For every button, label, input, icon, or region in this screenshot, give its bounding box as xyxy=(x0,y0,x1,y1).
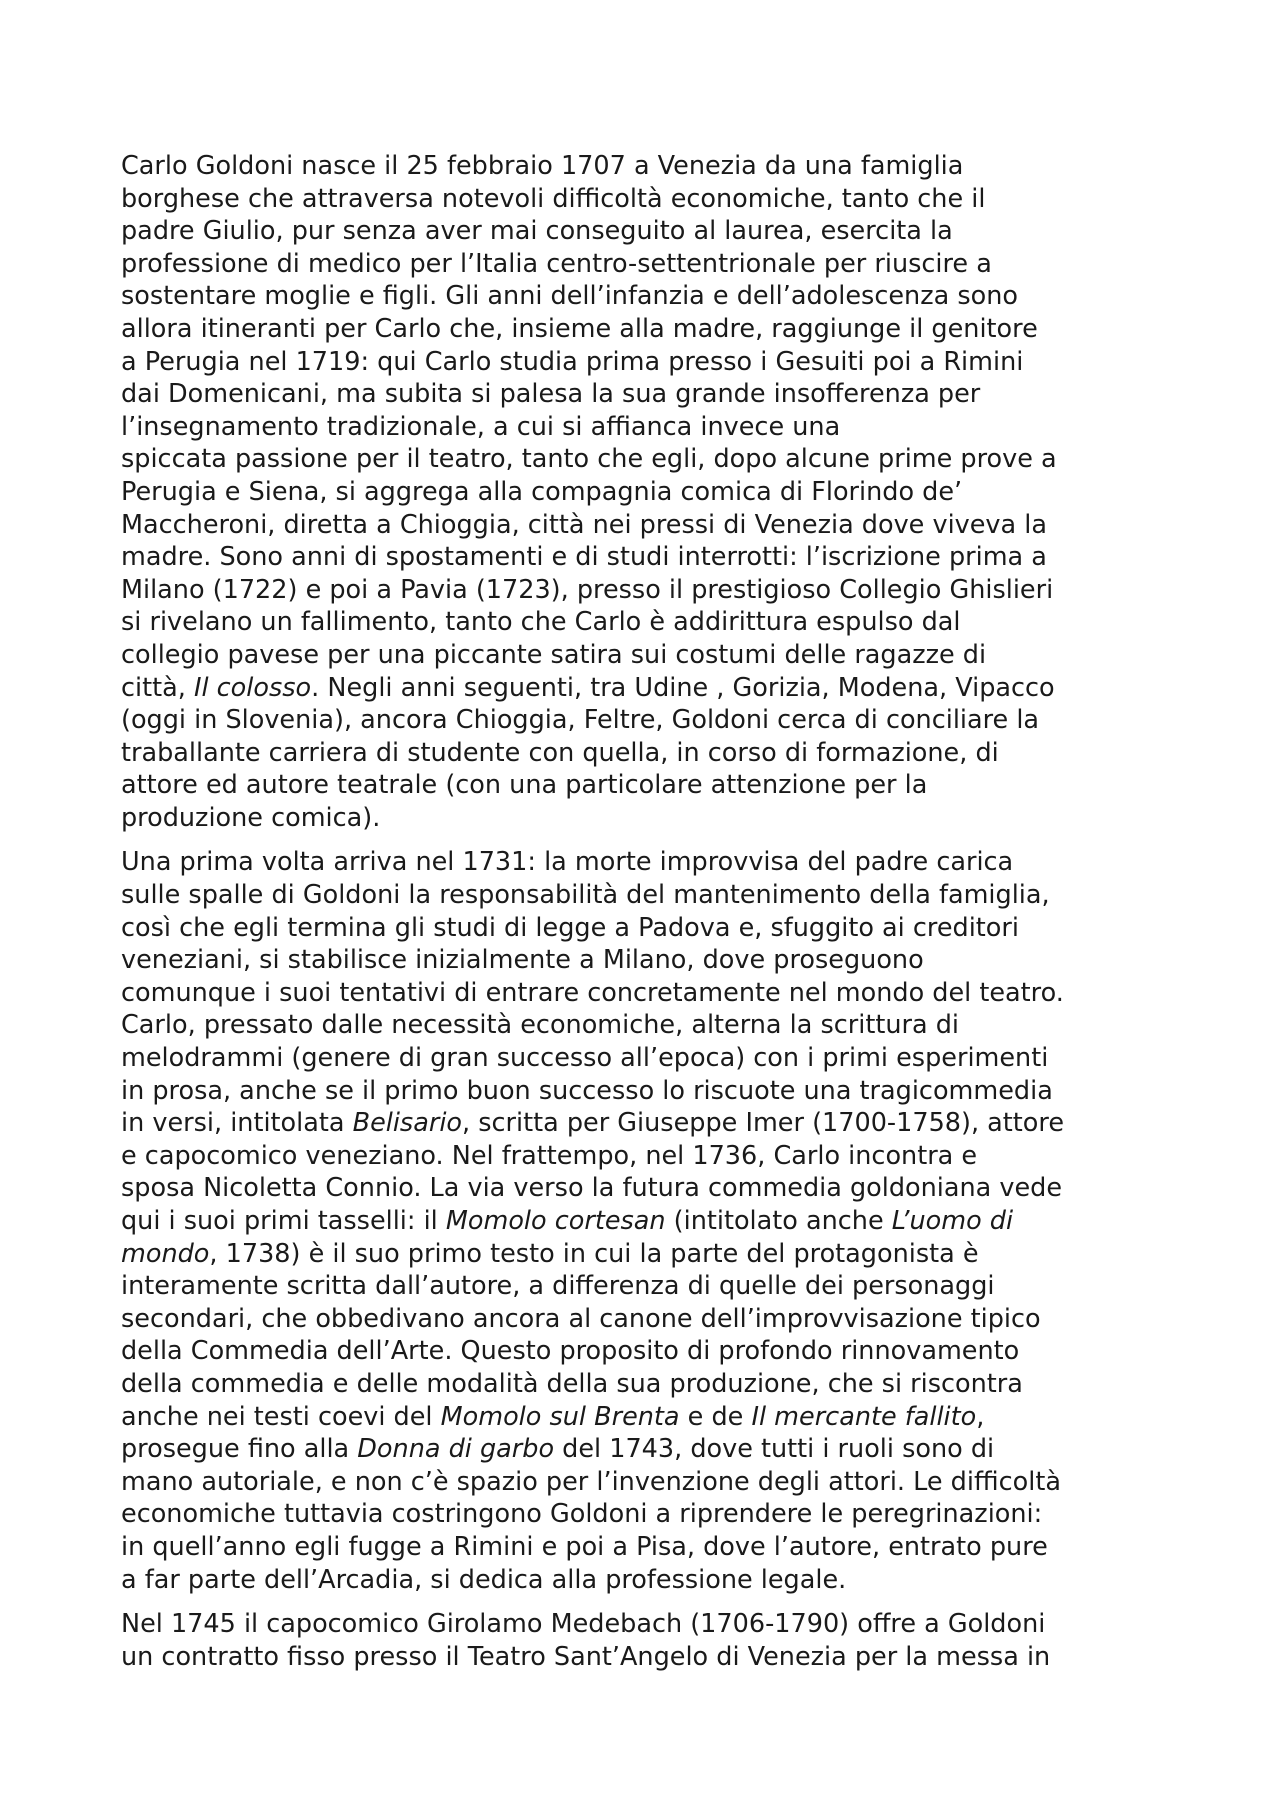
text-line xyxy=(121,879,1166,912)
text-line xyxy=(121,606,1166,639)
text-segment: madre. Sono anni di spostamenti e di studi interrotti: l’iscrizione prima a xyxy=(121,542,1047,573)
text-segment: sostentare moglie e figli. Gli anni dell’infanzia e dell’adolescenza sono xyxy=(121,281,1018,312)
text-segment: città, xyxy=(121,672,194,703)
text-segment: e de xyxy=(679,1401,752,1432)
text-line xyxy=(121,509,1166,542)
text-segment: spiccata passione per il teatro, tanto che egli, dopo alcune prime prove a xyxy=(121,444,1057,475)
text-line xyxy=(121,1270,1166,1303)
text-segment: collegio pavese per una piccante satira sui costumi delle ragazze di xyxy=(121,639,987,670)
text-segment: Perugia e Siena, si aggrega alla compagnia comica di Florindo de’ xyxy=(121,476,963,507)
text-line xyxy=(121,1303,1166,1336)
text-line xyxy=(121,1433,1166,1466)
text-line xyxy=(121,977,1166,1010)
text-segment: Maccheroni, diretta a Chioggia, città nei pressi di Venezia dove viveva la xyxy=(121,509,1047,540)
text-line xyxy=(121,1238,1166,1271)
italic-title: L’uomo di xyxy=(891,1206,1014,1236)
text-segment: comunque i suoi tentativi di entrare concretamente nel mondo del teatro. xyxy=(121,977,1064,1008)
text-segment: produzione comica). xyxy=(121,802,381,833)
text-line xyxy=(121,1172,1166,1205)
text-segment: della commedia e delle modalità della sua produzione, che si riscontra xyxy=(121,1368,1023,1399)
text-line xyxy=(121,1042,1166,1075)
text-line xyxy=(121,1531,1166,1564)
text-line xyxy=(121,313,1166,346)
text-line xyxy=(121,1498,1166,1531)
text-segment: , scritta per Giuseppe Imer (1700-1758), attore xyxy=(462,1108,1065,1139)
italic-title: Momolo cortesan xyxy=(445,1206,666,1236)
text-line xyxy=(121,346,1166,379)
text-segment: traballante carriera di studente con quella, in corso di formazione, di xyxy=(121,737,999,768)
text-segment: sposa Nicoletta Connio. La via verso la futura commedia goldoniana vede xyxy=(121,1173,1063,1204)
paragraph xyxy=(121,1608,1166,1673)
text-line xyxy=(121,378,1166,411)
text-line xyxy=(121,1641,1166,1674)
text-segment: un contratto fisso presso il Teatro Sant’Angelo di Venezia per la messa in xyxy=(121,1641,1051,1672)
text-line xyxy=(121,476,1166,509)
text-segment: Carlo, pressato dalle necessità economiche, alterna la scrittura di xyxy=(121,1010,959,1041)
text-segment: mano autoriale, e non c’è spazio per l’invenzione degli attori. Le difficoltà xyxy=(121,1466,1061,1497)
text-line xyxy=(121,1564,1166,1597)
text-segment: interamente scritta dall’autore, a differenza di quelle dei personaggi xyxy=(121,1271,995,1302)
text-segment: della Commedia dell’Arte. Questo proposito di profondo rinnovamento xyxy=(121,1336,1020,1367)
text-line xyxy=(121,411,1166,444)
text-segment: melodrammi (genere di gran successo all’epoca) con i primi esperimenti xyxy=(121,1043,1049,1074)
text-segment: economiche tuttavia costringono Goldoni a riprendere le peregrinazioni: xyxy=(121,1499,1043,1530)
italic-title: Il colosso xyxy=(193,672,312,703)
text-line xyxy=(121,672,1166,705)
text-line xyxy=(121,639,1166,672)
text-line xyxy=(121,1335,1166,1368)
text-segment: del 1743, dove tutti i ruoli sono di xyxy=(554,1434,995,1465)
text-line xyxy=(121,769,1166,802)
text-line xyxy=(121,150,1166,183)
text-line xyxy=(121,944,1166,977)
text-line xyxy=(121,1009,1166,1042)
text-line xyxy=(121,248,1166,281)
text-segment: sulle spalle di Goldoni la responsabilità del mantenimento della famiglia, xyxy=(121,880,1050,911)
text-segment: l’insegnamento tradizionale, a cui si affianca invece una xyxy=(121,411,841,442)
text-segment: a far parte dell’Arcadia, si dedica alla professione legale. xyxy=(121,1564,847,1595)
italic-title: Donna di garbo xyxy=(357,1434,555,1465)
text-segment: così che egli termina gli studi di legge a Padova e, sfuggito ai creditori xyxy=(121,912,1019,943)
italic-title: Il mercante fallito xyxy=(751,1401,977,1432)
text-segment: a Perugia nel 1719: qui Carlo studia prima presso i Gesuiti poi a Rimini xyxy=(121,346,1024,377)
text-line xyxy=(121,1401,1166,1434)
text-segment: veneziani, si stabilisce inizialmente a Milano, dove proseguono xyxy=(121,945,924,976)
text-line xyxy=(121,1205,1166,1238)
text-segment: prosegue fino alla xyxy=(121,1434,358,1465)
italic-title: mondo xyxy=(121,1238,210,1269)
text-segment: borghese che attraversa notevoli difficoltà economiche, tanto che il xyxy=(121,183,986,214)
text-segment: Nel 1745 il capocomico Girolamo Medebach (1706-1790) offre a Goldoni xyxy=(121,1609,1046,1640)
text-line xyxy=(121,737,1166,770)
text-segment: allora itineranti per Carlo che, insieme alla madre, raggiunge il genitore xyxy=(121,313,1038,344)
text-line xyxy=(121,912,1166,945)
text-line xyxy=(121,215,1166,248)
text-line xyxy=(121,1368,1166,1401)
text-segment: qui i suoi primi tasselli: il xyxy=(121,1206,446,1236)
text-segment: si rivelano un fallimento, tanto che Carlo è addirittura espulso dal xyxy=(121,607,961,638)
text-line xyxy=(121,1075,1166,1108)
text-segment: padre Giulio, pur senza aver mai conseguito al laurea, esercita la xyxy=(121,216,953,247)
text-segment: e capocomico veneziano. Nel frattempo, nel 1736, Carlo incontra e xyxy=(121,1140,978,1171)
text-line xyxy=(121,280,1166,313)
text-segment: (intitolato anche xyxy=(665,1206,892,1236)
text-line xyxy=(121,574,1166,607)
text-line xyxy=(121,1107,1166,1140)
text-segment: professione di medico per l’Italia centro-settentrionale per riuscire a xyxy=(121,248,992,279)
text-segment: , 1738) è il suo primo testo in cui la parte del protagonista è xyxy=(209,1238,979,1269)
text-line xyxy=(121,1608,1166,1641)
text-segment: Una prima volta arriva nel 1731: la morte improvvisa del padre carica xyxy=(121,847,1014,878)
italic-title: Belisario xyxy=(352,1108,463,1139)
text-segment: (oggi in Slovenia), ancora Chioggia, Feltre, Goldoni cerca di conciliare la xyxy=(121,705,1040,736)
text-segment: secondari, che obbedivano ancora al canone dell’improvvisazione tipico xyxy=(121,1303,1041,1334)
text-line xyxy=(121,183,1166,216)
text-segment: Milano (1722) e poi a Pavia (1723), presso il prestigioso Collegio Ghislieri xyxy=(121,574,1054,605)
text-segment: in prosa, anche se il primo buon successo lo riscuote una tragicommedia xyxy=(121,1075,1053,1106)
text-segment: in versi, intitolata xyxy=(121,1108,353,1139)
text-segment: Carlo Goldoni nasce il 25 febbraio 1707 a Venezia da una famiglia xyxy=(121,151,964,181)
text-line xyxy=(121,1140,1166,1173)
text-line xyxy=(121,541,1166,574)
text-segment: dai Domenicani, ma subita si palesa la sua grande insofferenza per xyxy=(121,379,981,410)
italic-title: Momolo sul Brenta xyxy=(440,1401,680,1432)
paragraph xyxy=(121,846,1166,1596)
text-line xyxy=(121,1466,1166,1499)
text-segment: . Negli anni seguenti, tra Udine , Gorizia, Modena, Vipacco xyxy=(311,672,1055,703)
text-segment: in quell’anno egli fugge a Rimini e poi a Pisa, dove l’autore, entrato pure xyxy=(121,1531,1048,1562)
text-line xyxy=(121,802,1166,835)
text-segment: attore ed autore teatrale (con una particolare attenzione per la xyxy=(121,770,928,801)
text-line xyxy=(121,846,1166,879)
text-segment: , xyxy=(976,1401,985,1432)
text-line xyxy=(121,704,1166,737)
paragraph xyxy=(121,150,1166,834)
text-line xyxy=(121,443,1166,476)
document-body xyxy=(121,150,1166,1685)
text-segment: anche nei testi coevi del xyxy=(121,1401,441,1432)
